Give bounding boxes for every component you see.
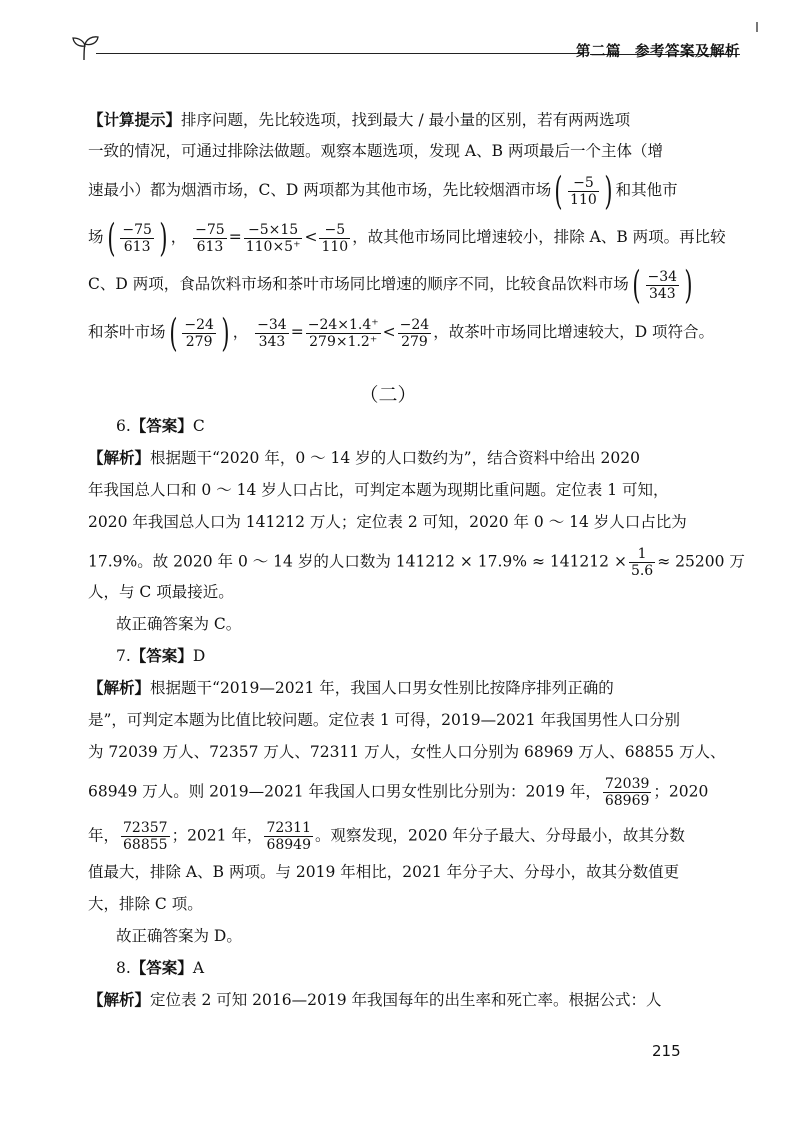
q7-conclusion: 故正确答案为 D。 — [116, 927, 242, 945]
page-number: 215 — [652, 1042, 681, 1060]
hint-line-3: 速最小）都为烟酒市场，C、D 两项都为其他市场，先比较烟酒市场( $\frac{-5}{110}$ ) 和其他市 — [88, 169, 678, 213]
q7-analysis-line-6: 值最大，排除 A、B 两项。与 2019 年相比，2021 年分子大、分母小，故其分数值更 — [88, 863, 680, 881]
q6-analysis-line-1: 【解析】根据题干“2020 年，0 ～ 14 岁的人口数约为”，结合资料中给出 2020 — [88, 449, 640, 467]
q7-analysis-line-3: 为 72039 万人、72357 万人、72311 万人，女性人口分别为 68969 万人、68855 万人、 — [88, 743, 726, 761]
fraction: $\frac{1}{5.6}$ — [630, 546, 654, 579]
q7-analysis-line-5: 年， $\frac{72357}{68855}$ ；2021 年， $\frac{72311}{68949}$ 。观察发现，2020 年分子最大、分母最小，故其分数 — [88, 820, 685, 853]
hint-line-2: 一致的情况，可通过排除法做题。观察本题选项，发现 A、B 两项最后一个主体（增 — [88, 142, 663, 160]
q6-conclusion: 故正确答案为 C。 — [116, 615, 242, 633]
hint-line-6: 和茶叶市场( $\frac{-24}{279}$ ) ， $\frac{-34}{343}$ = $\frac{-24\times 1.4^+}{279\times 1.2^+}$ < $\frac{-24}{279}$ ，故茶叶市场同比增速较大，D 项符合。 — [88, 311, 715, 355]
corner-mark — [756, 22, 758, 32]
running-header — [70, 34, 740, 64]
header-rule — [96, 53, 584, 54]
q7-analysis-line-7: 大，排除 C 项。 — [88, 895, 203, 913]
header-title — [576, 40, 740, 61]
q7-analysis-line-1: 【解析】根据题干“2019—2021 年，我国人口男女性别比按降序排列正确的 — [88, 679, 614, 697]
fraction: $\frac{-5}{110}$ — [321, 221, 349, 255]
q7-analysis-line-4: 68949 万人。则 2019—2021 年我国人口男女性别比分别为：2019 年， $\frac{72039}{68969}$ ；2020 — [88, 776, 709, 809]
header-section: 参考答案及解析 — [635, 44, 740, 60]
q7-answer: 7.【答案】D — [116, 647, 206, 665]
fraction: $\frac{-5}{110}$ — [570, 174, 597, 208]
fraction: $\frac{-24}{279}$ — [184, 316, 214, 350]
q6-analysis-line-3: 2020 年我国总人口为 141212 万人；定位表 2 可知，2020 年 0 ～ 14 岁人口占比为 — [88, 513, 687, 531]
fraction: $\frac{-24\times 1.4^+}{279\times 1.2^+}$ — [307, 316, 379, 350]
fraction: $\frac{72357}{68855}$ — [123, 820, 168, 853]
fraction: $\frac{-75}{613}$ — [122, 221, 152, 255]
fraction: $\frac{-34}{343}$ — [257, 316, 287, 350]
header-part: 第二篇 — [576, 44, 621, 60]
hint-line-4: 场( $\frac{-75}{613}$ ) ， $\frac{-75}{613}$ = $\frac{-5\times 15}{110\times 5^+}$ < $\frac{-5}{110}$ ，故其他市场同比增速较小，排除 A、B 两项。再比较 — [88, 216, 726, 260]
hint-line-1: 【计算提示】排序问题，先比较选项，找到最大 / 最小量的区别，若有两两选项 — [88, 111, 631, 129]
q8-analysis-line-1: 【解析】定位表 2 可知 2016—2019 年我国每年的出生率和死亡率。根据公式：人 — [88, 991, 662, 1009]
hint-label: 【计算提示】 — [88, 111, 182, 129]
q6-analysis-line-4: 17.9%。故 2020 年 0 ～ 14 岁的人口数为 141212 × 17.9% ≈ 141212 × $\frac{1}{5.6}$ ≈ 25200 万 — [88, 546, 745, 579]
sprout-icon — [70, 34, 100, 62]
fraction: $\frac{-34}{343}$ — [647, 268, 678, 302]
fraction: $\frac{-5\times 15}{110\times 5^+}$ — [245, 221, 301, 255]
section-title: （二） — [359, 384, 417, 406]
q7-analysis-line-2: 是”，可判定本题为比值比较问题。定位表 1 可得，2019—2021 年我国男性人口分别 — [88, 711, 680, 729]
fraction: $\frac{72311}{68949}$ — [266, 820, 311, 853]
q6-answer: 6.【答案】C — [116, 417, 205, 435]
fraction: $\frac{72039}{68969}$ — [604, 776, 650, 809]
q8-answer: 8.【答案】A — [116, 959, 205, 977]
hint-line-5: C、D 两项，食品饮料市场和茶叶市场同比增速的顺序不同，比较食品饮料市场( $\frac{-34}{343}$ ) — [88, 263, 693, 307]
fraction: $\frac{-24}{279}$ — [399, 316, 430, 350]
fraction: $\frac{-75}{613}$ — [195, 221, 225, 255]
q6-analysis-line-2: 年我国总人口和 0 ～ 14 岁人口占比，可判定本题为现期比重问题。定位表 1 可知， — [88, 481, 669, 499]
q6-analysis-line-5: 人，与 C 项最接近。 — [88, 583, 234, 601]
